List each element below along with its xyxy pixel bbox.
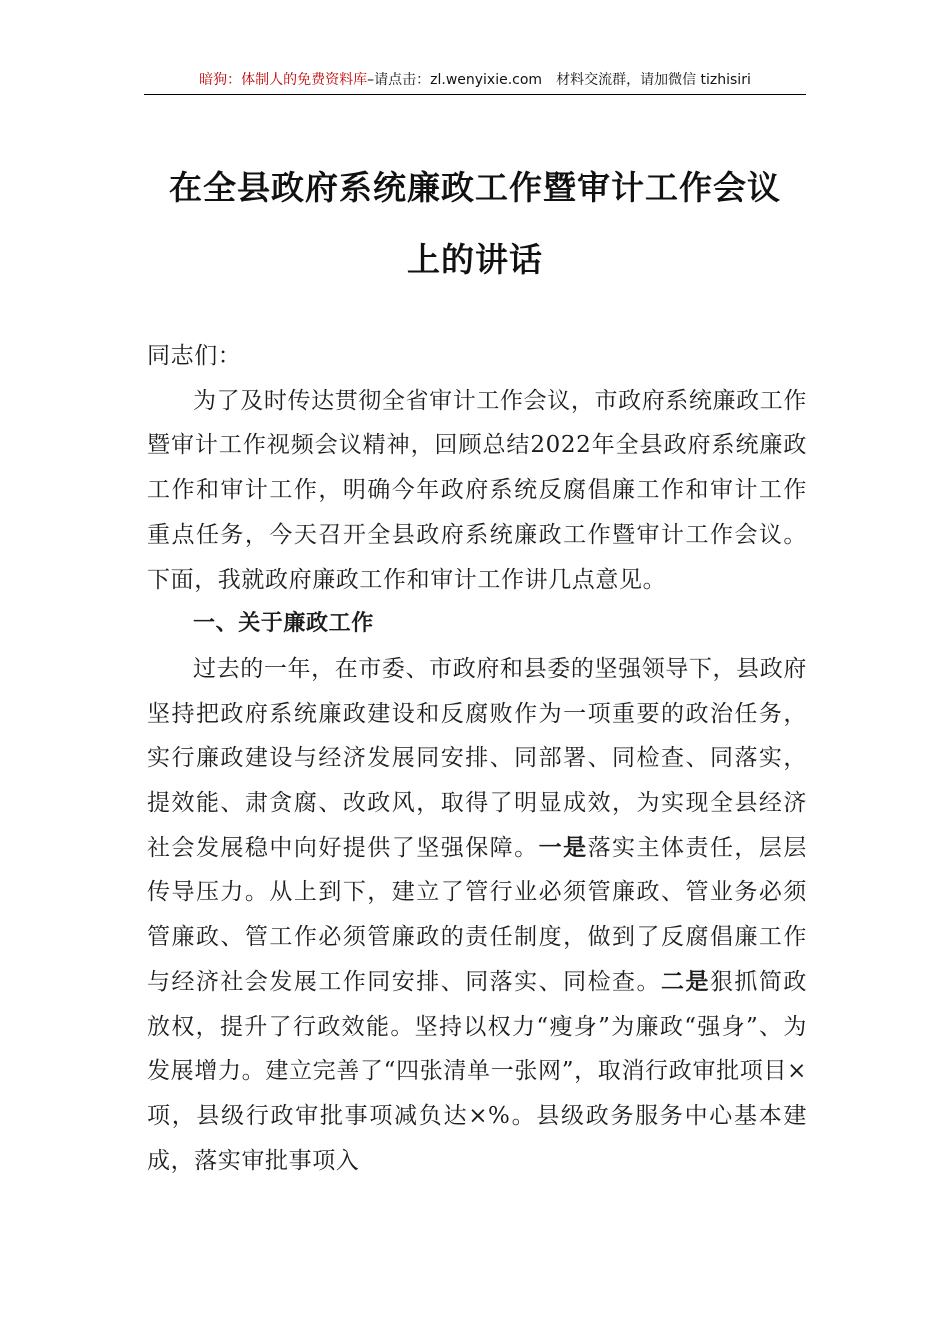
point-label-2: 二是 [661, 968, 710, 995]
header-site-name: 暗狗：体制人的免费资料库 [199, 72, 368, 88]
document-title-line-2: 上的讲话 [407, 240, 543, 279]
paragraph-text-a: 过去的一年，在市委、市政府和县委的坚强领导下，县政府坚持把政府系统廉政建设和反腐败作为一项重要的政治任务，实行廉政建设与经济发展同安排、同部署、同检查、同落实，提效能、肃贪腐、改政风，取得了明显成效，为实现全县经济社会发展稳中向好提供了坚强保障。 [147, 655, 807, 861]
document-title-line-1: 在全县政府系统廉政工作暨审计工作会议 [169, 168, 781, 207]
intro-paragraph: 为了及时传达贯彻全省审计工作会议，市政府系统廉政工作暨审计工作视频会议精神，回顾总结2022年全县政府系统廉政工作和审计工作，明确今年政府系统反腐倡廉工作和审计工作重点任务，今天召开全县政府系统廉政工作暨审计工作会议。下面，我就政府廉政工作和审计工作讲几点意见。 [147, 387, 807, 593]
document-body [147, 334, 807, 1183]
header-url-link[interactable]: zl.wenyixie.com [430, 72, 543, 88]
section-heading: 一、关于廉政工作 [193, 611, 374, 637]
paragraph-text-c: 狠抓简政放权，提升了行政效能。坚持以权力“瘦身”为廉政“强身”、为发展增力。建立完善了“四张清单一张网”，取消行政审批项目×项，县级行政审批事项减负达×%。县级政务服务中心基本建成，落实审批事项入 [147, 968, 807, 1174]
page-header [144, 70, 806, 95]
body-paragraph [147, 647, 807, 1183]
point-label-1: 一是 [538, 834, 588, 861]
header-contact: 材料交流群，请加微信 tizhisiri [556, 72, 751, 88]
paragraph-text-b: 落实主体责任，层层传导压力。从上到下，建立了管行业必须管廉政、管业务必须管廉政、管工作必须管廉政的责任制度，做到了反腐倡廉工作与经济社会发展工作同安排、同落实、同检查。 [147, 834, 807, 995]
salutation: 同志们： [147, 343, 242, 369]
header-click-prefix: –请点击： [367, 72, 431, 88]
